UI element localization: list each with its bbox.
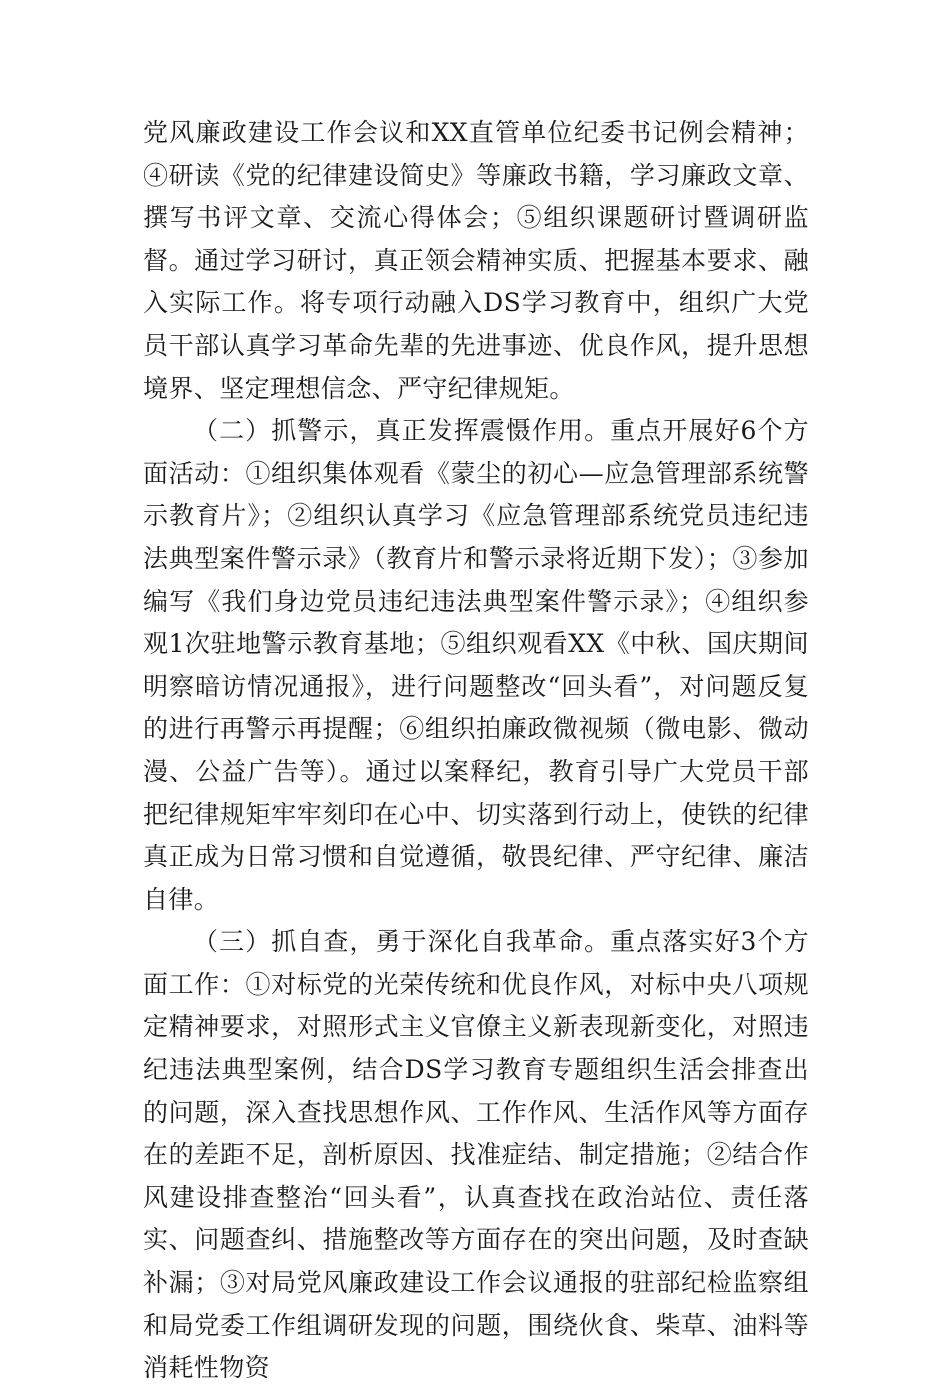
paragraph-warning: （二）抓警示，真正发挥震慑作用。重点开展好6个方面活动：①组织集体观看《蒙尘的初心—应急管理部系统警示教育片》；②组织认真学习《应急管理部系统党员违纪违法典型案件警示录》（教育片和警示录将近期下发）；③参加编写《我们身边党员违纪违法典型案件警示录》；④组织参观1次驻地警示教育基地；⑤组织观看XX《中秋、国庆期间明察暗访情况通报》，进行问题整改“回头看”，对问题反复的进行再警示再提醒；⑥组织拍廉政微视频（微电影、微动漫、公益广告等）。通过以案释纪，教育引导广大党员干部把纪律规矩牢牢刻印在心中、切实落到行动上，使铁的纪律真正成为日常习惯和自觉遵循，敬畏纪律、严守纪律、廉洁自律。 xyxy=(143,416,809,914)
paragraph-self-inspection: （三）抓自查，勇于深化自我革命。重点落实好3个方面工作：①对标党的光荣传统和优良作风，对标中央八项规定精神要求，对照形式主义官僚主义新表现新变化，对照违纪违法典型案例，结合DS学习教育专题组织生活会排查出的问题，深入查找思想作风、工作作风、生活作风等方面存在的差距不足，剖析原因、找准症结、制定措施；②结合作风建设排查整治“回头看”，认真查找在政治站位、责任落实、问题查纠、措施整改等方面存在的突出问题，及时查缺补漏；③对局党风廉政建设工作会议通报的驻部纪检监察组和局党委工作组调研发现的问题，围绕伙食、柴草、油料等消耗性物资 xyxy=(143,927,809,1383)
document-body xyxy=(143,112,809,1390)
paragraph-study: 党风廉政建设工作会议和XX直管单位纪委书记例会精神；④研读《党的纪律建设简史》等廉政书籍，学习廉政文章、撰写书评文章、交流心得体会；⑤组织课题研讨暨调研监督。通过学习研讨，真正领会精神实质、把握基本要求、融入实际工作。将专项行动融入DS学习教育中，组织广大党员干部认真学习革命先辈的先进事迹、优良作风，提升思想境界、坚定理想信念、严守纪律规矩。 xyxy=(143,118,809,403)
